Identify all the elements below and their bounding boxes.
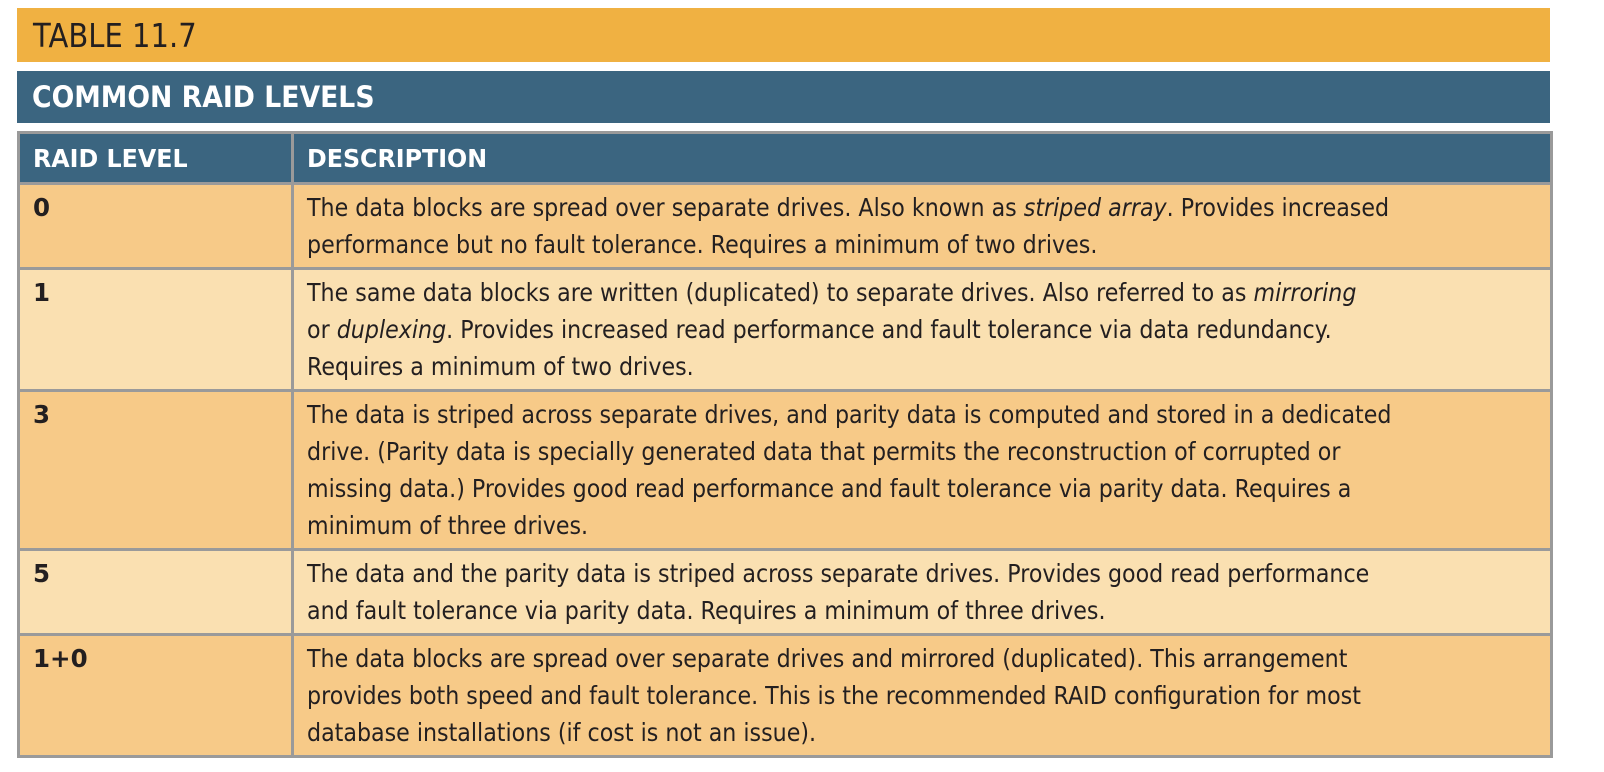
description-text bbox=[307, 640, 1536, 751]
description-line bbox=[307, 189, 1536, 226]
description-text bbox=[307, 274, 1536, 385]
italic-term: duplexing bbox=[336, 315, 447, 344]
table-header-row bbox=[19, 133, 1552, 184]
description-text bbox=[307, 396, 1536, 544]
description-cell bbox=[293, 550, 1552, 635]
description-segment: Requires a minimum of two drives. bbox=[307, 352, 694, 381]
description-segment: The data and the parity data is striped across separate drives. Provides good read performance bbox=[307, 559, 1370, 588]
table-row bbox=[19, 391, 1552, 550]
raid-level-cell: 1 bbox=[19, 269, 293, 391]
description-segment: provides both speed and fault tolerance. This is the recommended RAID configuration for most bbox=[307, 681, 1361, 710]
column-header-description: DESCRIPTION bbox=[293, 133, 1552, 184]
description-line bbox=[307, 348, 1536, 385]
table-label-bar bbox=[17, 8, 1550, 62]
italic-term: mirroring bbox=[1253, 278, 1357, 307]
description-line bbox=[307, 226, 1536, 263]
description-line bbox=[307, 714, 1536, 751]
table-title: COMMON RAID LEVELS bbox=[32, 80, 375, 114]
description-line bbox=[307, 311, 1536, 348]
raid-level-cell: 3 bbox=[19, 391, 293, 550]
description-text bbox=[307, 555, 1536, 629]
table-row bbox=[19, 635, 1552, 757]
column-header-raid-level: RAID LEVEL bbox=[19, 133, 293, 184]
description-cell bbox=[293, 269, 1552, 391]
description-line bbox=[307, 555, 1536, 592]
description-cell bbox=[293, 391, 1552, 550]
description-line bbox=[307, 274, 1536, 311]
table-row bbox=[19, 550, 1552, 635]
description-segment: The data blocks are spread over separate drives. Also known as bbox=[307, 193, 1024, 222]
description-segment: . Provides increased bbox=[1166, 193, 1390, 222]
table-row bbox=[19, 184, 1552, 269]
description-cell bbox=[293, 635, 1552, 757]
table-title-bar bbox=[17, 71, 1550, 123]
raid-level-cell: 1+0 bbox=[19, 635, 293, 757]
description-segment: The data blocks are spread over separate drives and mirrored (duplicated). This arrangement bbox=[307, 644, 1348, 673]
description-segment: . Provides increased read performance and fault tolerance via data redundancy. bbox=[446, 315, 1332, 344]
description-segment: database installations (if cost is not an issue). bbox=[307, 718, 817, 747]
description-segment: performance but no fault tolerance. Requires a minimum of two drives. bbox=[307, 230, 1098, 259]
description-line bbox=[307, 640, 1536, 677]
raid-levels-table bbox=[17, 131, 1553, 758]
description-segment: and fault tolerance via parity data. Requires a minimum of three drives. bbox=[307, 596, 1106, 625]
description-line bbox=[307, 592, 1536, 629]
description-segment: The same data blocks are written (duplicated) to separate drives. Also referred to as bbox=[307, 278, 1254, 307]
italic-term: striped array bbox=[1023, 193, 1167, 222]
raid-level-cell: 5 bbox=[19, 550, 293, 635]
description-segment: drive. (Parity data is specially generated data that permits the reconstruction of corrupted or bbox=[307, 437, 1341, 466]
raid-level-cell: 0 bbox=[19, 184, 293, 269]
table-label: TABLE 11.7 bbox=[33, 15, 197, 55]
description-segment: missing data.) Provides good read performance and fault tolerance via parity data. Requires a bbox=[307, 474, 1352, 503]
description-line bbox=[307, 433, 1536, 470]
description-segment: The data is striped across separate drives, and parity data is computed and stored in a dedicated bbox=[307, 400, 1392, 429]
description-line bbox=[307, 396, 1536, 433]
description-segment: minimum of three drives. bbox=[307, 511, 589, 540]
table-row bbox=[19, 269, 1552, 391]
description-line bbox=[307, 470, 1536, 507]
description-cell bbox=[293, 184, 1552, 269]
description-segment: or bbox=[307, 315, 337, 344]
table-body bbox=[19, 184, 1552, 757]
description-line bbox=[307, 677, 1536, 714]
description-line bbox=[307, 507, 1536, 544]
description-text bbox=[307, 189, 1536, 263]
